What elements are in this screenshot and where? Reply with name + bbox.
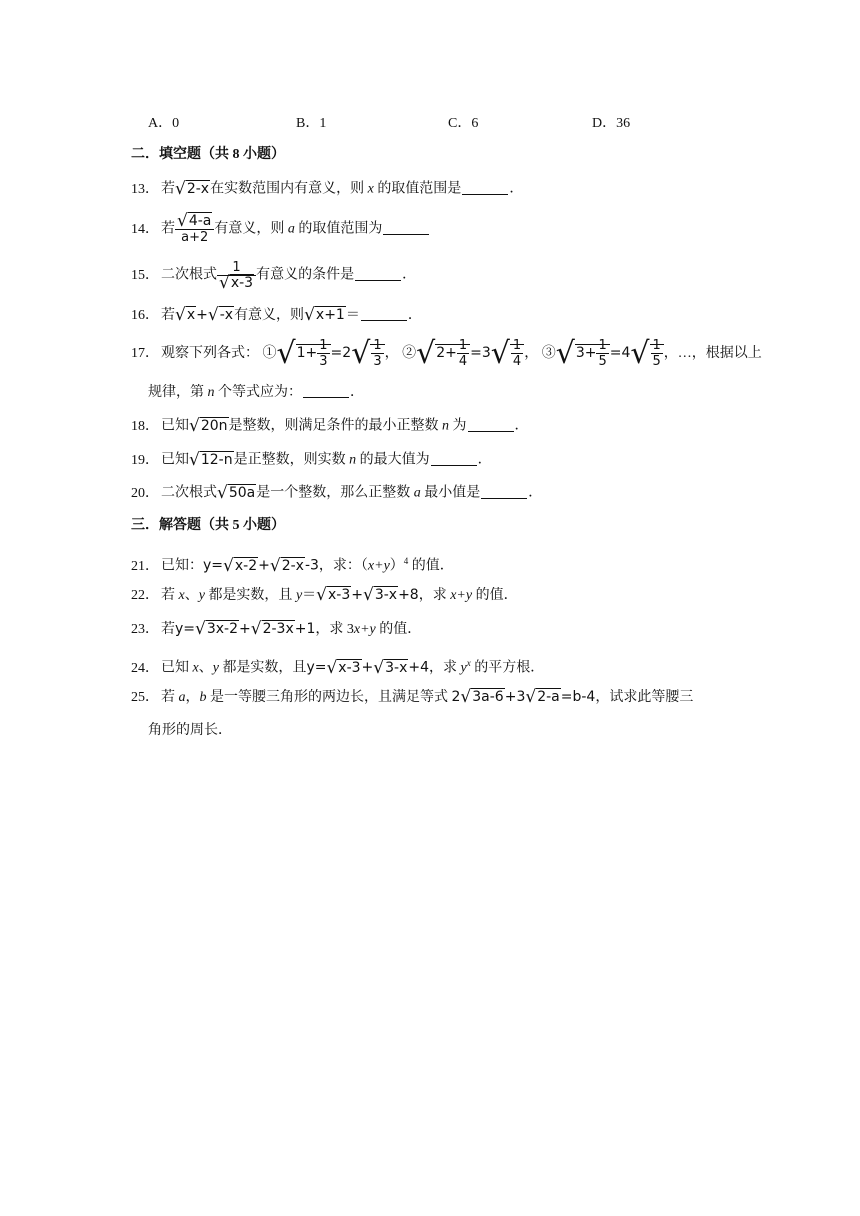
question-25: 25． 若 a，b 是一等腰三角形的两边长，且满足等式 2√3a-6+3√2-a=b-4，试求此等腰三 xyxy=(131,687,694,708)
answer-blank xyxy=(468,417,514,432)
radical: √ $\frac{1}{5}$ xyxy=(630,336,663,371)
radical: √2-a xyxy=(525,687,560,708)
radical: √-x xyxy=(207,305,234,326)
radical: √3-x xyxy=(362,585,398,606)
radical: √2-x xyxy=(269,555,304,576)
choice-b: B．1 xyxy=(296,116,327,131)
question-20: 20． 二次根式√50a是一个整数，那么正整数 a 最小值是 ． xyxy=(131,483,543,503)
radical: √1+ $\frac{1}{3}$ xyxy=(277,336,331,371)
radical: √50a xyxy=(217,483,256,503)
radical: √x-2 xyxy=(223,555,258,576)
radical: √x+1 xyxy=(304,305,345,326)
question-17: 17． 观察下列各式： ①√1+ $\frac{1}{3}$ =2√ $\frac{1}{3}$ ， ②√2+ $\frac{1}{4}$ =3√ $\frac{1}{4}$ ， ③√3+ $\frac{1}{5}$ =4√ $\frac{1}{5}$ ，…，根据以上 xyxy=(131,336,762,372)
question-17-continued: 规律，第 n 个等式应为： ． xyxy=(148,385,364,400)
answer-blank xyxy=(481,484,527,499)
radical: √2+ $\frac{1}{4}$ xyxy=(416,336,470,371)
section-solution-heading: 三．解答题（共 5 小题） xyxy=(131,518,285,533)
answer-choices xyxy=(0,112,860,134)
choice-c: C．6 xyxy=(448,116,479,131)
radical: √3+ $\frac{1}{5}$ xyxy=(556,336,610,371)
radical: √ $\frac{1}{3}$ xyxy=(351,336,384,371)
radical: √ $\frac{1}{4}$ xyxy=(491,336,524,371)
question-15: 15． 二次根式 $\frac{1}{√x-3}$ 有意义的条件是 ． xyxy=(131,260,417,293)
radical: √x-3 xyxy=(326,657,361,678)
fraction: $\frac{1}{√x-3}$ xyxy=(217,260,256,291)
choice-a: A．0 xyxy=(148,116,180,131)
section-fill-blank-heading: 二．填空题（共 8 小题） xyxy=(131,147,285,162)
radical: √12-n xyxy=(189,450,233,470)
question-16: 16． 若√x+√-x有意义，则√x+1＝ ． xyxy=(131,305,422,326)
radical: √3a-6 xyxy=(460,687,504,708)
radical: √x-3 xyxy=(316,585,351,606)
radical: √2-x xyxy=(175,179,210,199)
choice-d: D．36 xyxy=(592,116,631,131)
question-22: 22． 若 x、y 都是实数，且 y＝√x-3+√3-x+8，求 x+y 的值． xyxy=(131,585,518,606)
answer-blank xyxy=(303,383,349,398)
answer-blank xyxy=(355,266,401,281)
radical: √3-x xyxy=(373,657,408,678)
question-14: 14． 若 $\frac{√4-a}{a+2}$ 有意义，则 a 的取值范围为 xyxy=(131,214,430,245)
question-18: 18． 已知√20n是整数，则满足条件的最小正整数 n 为 ． xyxy=(131,416,529,436)
question-23: 23． 若y=√3x-2+√2-3x+1，求 3x+y 的值． xyxy=(131,619,422,640)
question-19: 19． 已知√12-n是正整数，则实数 n 的最大值为 ． xyxy=(131,450,492,470)
radical: √3x-2 xyxy=(195,619,239,640)
radical: √20n xyxy=(189,416,228,436)
answer-blank xyxy=(431,451,477,466)
answer-blank xyxy=(361,306,407,321)
radical: √x xyxy=(175,305,196,326)
answer-blank xyxy=(383,220,429,235)
answer-blank xyxy=(462,180,508,195)
question-24: 24． 已知 x、y 都是实数，且y=√x-3+√3-x+4，求 $y^x$ 的平方根． xyxy=(131,657,545,678)
fraction: $\frac{√4-a}{a+2}$ xyxy=(175,214,214,245)
question-13: 13． 若√2-x在实数范围内有意义，则 x 的取值范围是 ． xyxy=(131,179,524,199)
question-21: 21． 已知：y=√x-2+√2-x-3，求：$(x+y)^4$ 的值． xyxy=(131,555,454,576)
radical: √2-3x xyxy=(250,619,294,640)
question-25-continued: 角形的周长． xyxy=(148,723,232,738)
